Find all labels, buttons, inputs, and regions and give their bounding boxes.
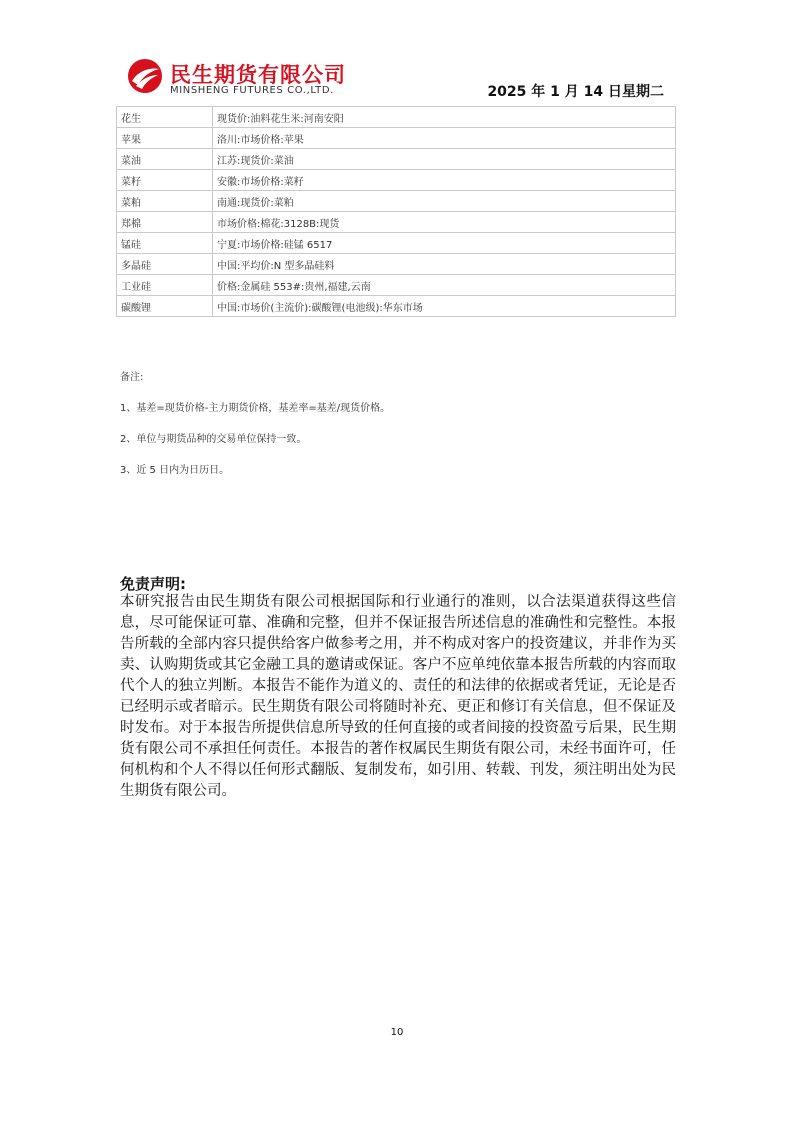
table-row [117,275,676,296]
notes-title: 备注: [120,372,144,383]
commodity-name-cell: 工业硅 [117,275,213,296]
table-row [117,170,676,191]
report-date: 2025 年 1 月 14 日星期二 [487,84,664,100]
price-source-cell: 南通:现货价:菜粕 [213,191,676,212]
commodity-name-cell: 碳酸锂 [117,296,213,317]
table-row [117,149,676,170]
page-header [120,55,676,101]
note-item: 1、基差=现货价格-主力期货价格，基差率=基差/现货价格。 [120,403,391,414]
disclaimer-title: 免责声明: [120,575,186,593]
table-row [117,107,676,128]
price-source-cell: 江苏:现货价:菜油 [213,149,676,170]
table-row [117,254,676,275]
price-source-cell: 价格:金属硅 553#:贵州,福建,云南 [213,275,676,296]
commodity-name-cell: 菜粕 [117,191,213,212]
company-name-cn: 民生期货有限公司 [170,63,346,87]
commodity-name-cell: 菜籽 [117,170,213,191]
note-item: 2、单位与期货品种的交易单位保持一致。 [120,434,307,445]
price-source-cell: 宁夏:市场价格:硅锰 6517 [213,233,676,254]
commodity-name-cell: 菜油 [117,149,213,170]
price-source-cell: 中国:市场价(主流价):碳酸锂(电池级):华东市场 [213,296,676,317]
price-source-table [116,106,676,317]
table-row [117,296,676,317]
commodity-name-cell: 苹果 [117,128,213,149]
price-source-cell: 中国:平均价:N 型多晶硅料 [213,254,676,275]
table-row [117,212,676,233]
minsheng-logo-icon [126,57,164,95]
price-source-cell: 洛川:市场价格:苹果 [213,128,676,149]
page-number: 10 [390,1027,404,1038]
table-row [117,191,676,212]
commodity-name-cell: 锰硅 [117,233,213,254]
price-source-cell: 安徽:市场价格:菜籽 [213,170,676,191]
commodity-name-cell: 花生 [117,107,213,128]
company-name-en: MINSHENG FUTURES CO.,LTD. [170,85,334,96]
price-source-cell: 市场价格:棉花:3128B:现货 [213,212,676,233]
commodity-name-cell: 多晶硅 [117,254,213,275]
disclaimer-body: 本研究报告由民生期货有限公司根据国际和行业通行的准则，以合法渠道获得这些信息，尽可能保证可靠、准确和完整，但并不保证报告所述信息的准确性和完整性。本报告所载的全部内容只提供给客户做参考之用，并不构成对客户的投资建议，并非作为买卖、认购期货或其它金融工具的邀请或保证。客户不应单纯依靠本报告所载的内容而取代个人的独立判断。本报告不能作为道义的、责任的和法律的依据或者凭证，无论是否已经明示或者暗示。民生期货有限公司将随时补充、更正和修订有关信息，但不保证及时发布。对于本报告所提供信息所导致的任何直接的或者间接的投资盈亏后果，民生期货有限公司不承担任何责任。本报告的著作权属民生期货有限公司，未经书面许可，任何机构和个人不得以任何形式翻版、复制发布，如引用、转载、刊发，须注明出处为民生期货有限公司。 [120,594,676,799]
table-row [117,233,676,254]
note-item: 3、近 5 日内为日历日。 [120,465,230,476]
company-logo [126,57,386,101]
table-row [117,128,676,149]
commodity-name-cell: 郑棉 [117,212,213,233]
price-source-cell: 现货价:油料花生米:河南安阳 [213,107,676,128]
